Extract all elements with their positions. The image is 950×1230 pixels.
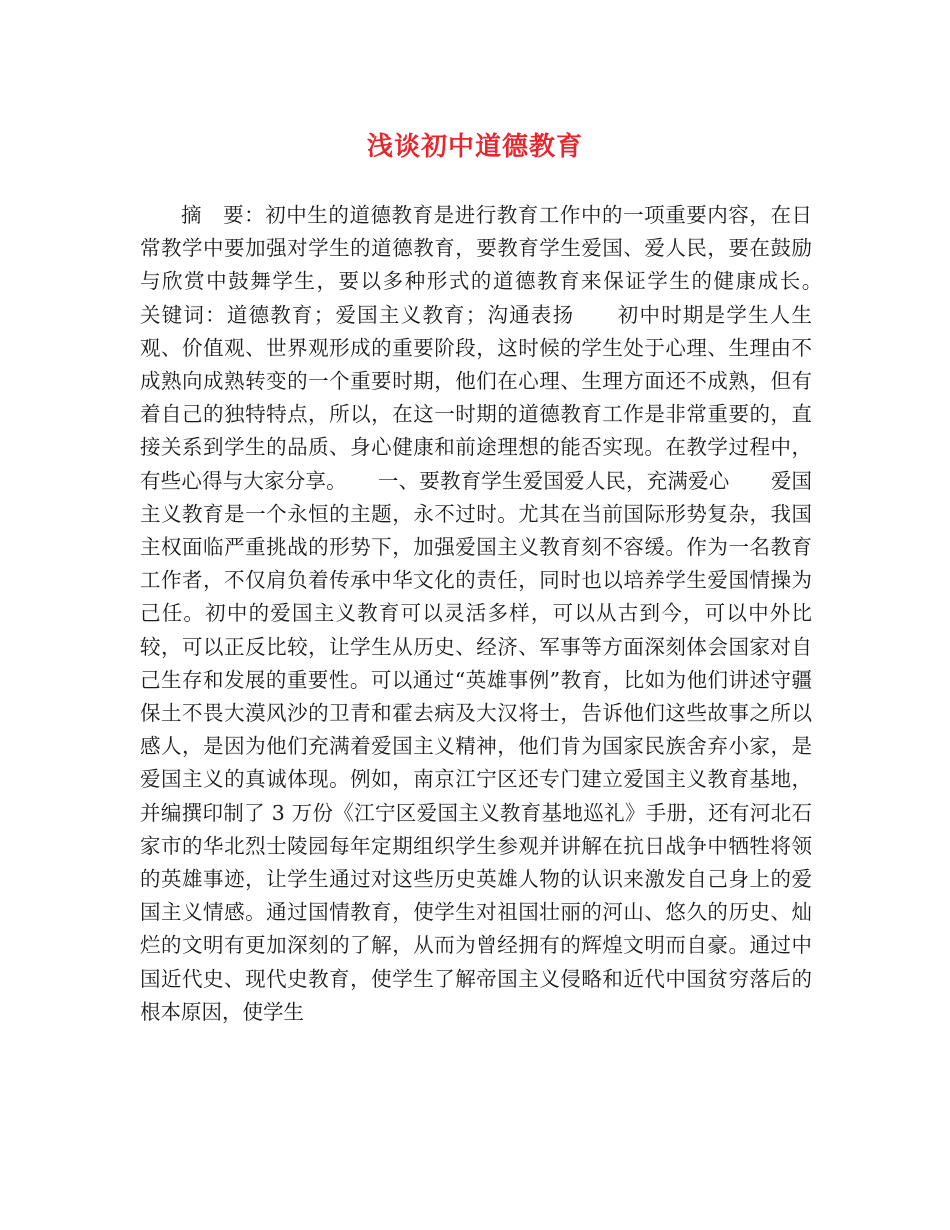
document-body: 摘 要：初中生的道德教育是进行教育工作中的一项重要内容，在日常教学中要加强对学生的道德教育，要教育学生爱国、爱人民，要在鼓励与欣赏中鼓舞学生，要以多种形式的道德教育来保证学生的健康成长。 关键词：道德教育；爱国主义教育；沟通表扬 初中时期是学生人生观、价值观、世界观形成的重要阶段，这时候的学生处于心理、生理由不成熟向成熟转变的一个重要时期，他们在心理、生理方面还不成熟，但有着自己的独特特点，所以，在这一时期的道德教育工作是非常重要的，直接关系到学生的品质、身心健康和前途理想的能否实现。在教学过程中，有些心得与大家分享。 一、要教育学生爱国爱人民，充满爱心 爱国主义教育是一个永恒的主题，永不过时。尤其在当前国际形势复杂，我国主权面临严重挑战的形势下，加强爱国主义教育刻不容缓。作为一名教育工作者，不仅肩负着传承中华文化的责任，同时也以培养学生爱国情操为己任。初中的爱国主义教育可以灵活多样，可以从古到今，可以中外比较，可以正反比较，让学生从历史、经济、军事等方面深刻体会国家对自己生存和发展的重要性。可以通过“英雄事例”教育，比如为他们讲述守疆保土不畏大漠风沙的卫青和霍去病及大汉将士，告诉他们这些故事之所以感人，是因为他们充满着爱国主义精神，他们肯为国家民族舍弃小家，是爱国主义的真诚体现。例如，南京江宁区还专门建立爱国主义教育基地，并编撰印制了 3 万份《江宁区爱国主义教育基地巡礼》手册，还有河北石家市的华北烈士陵园每年定期组织学生参观并讲解在抗日战争中牺牲将领的英雄事迹，让学生通过对这些历史英雄人物的认识来激发自己身上的爱国主义情感。通过国情教育，使学生对祖国壮丽的河山、悠久的历史、灿烂的文明有更加深刻的了解，从而为曾经拥有的辉煌文明而自豪。通过中国近代史、现代史教育，使学生了解帝国主义侵略和近代中国贫穷落后的根本原因，使学生 [140,203,853,1024]
document-title: 浅谈初中道德教育 [366,132,583,162]
